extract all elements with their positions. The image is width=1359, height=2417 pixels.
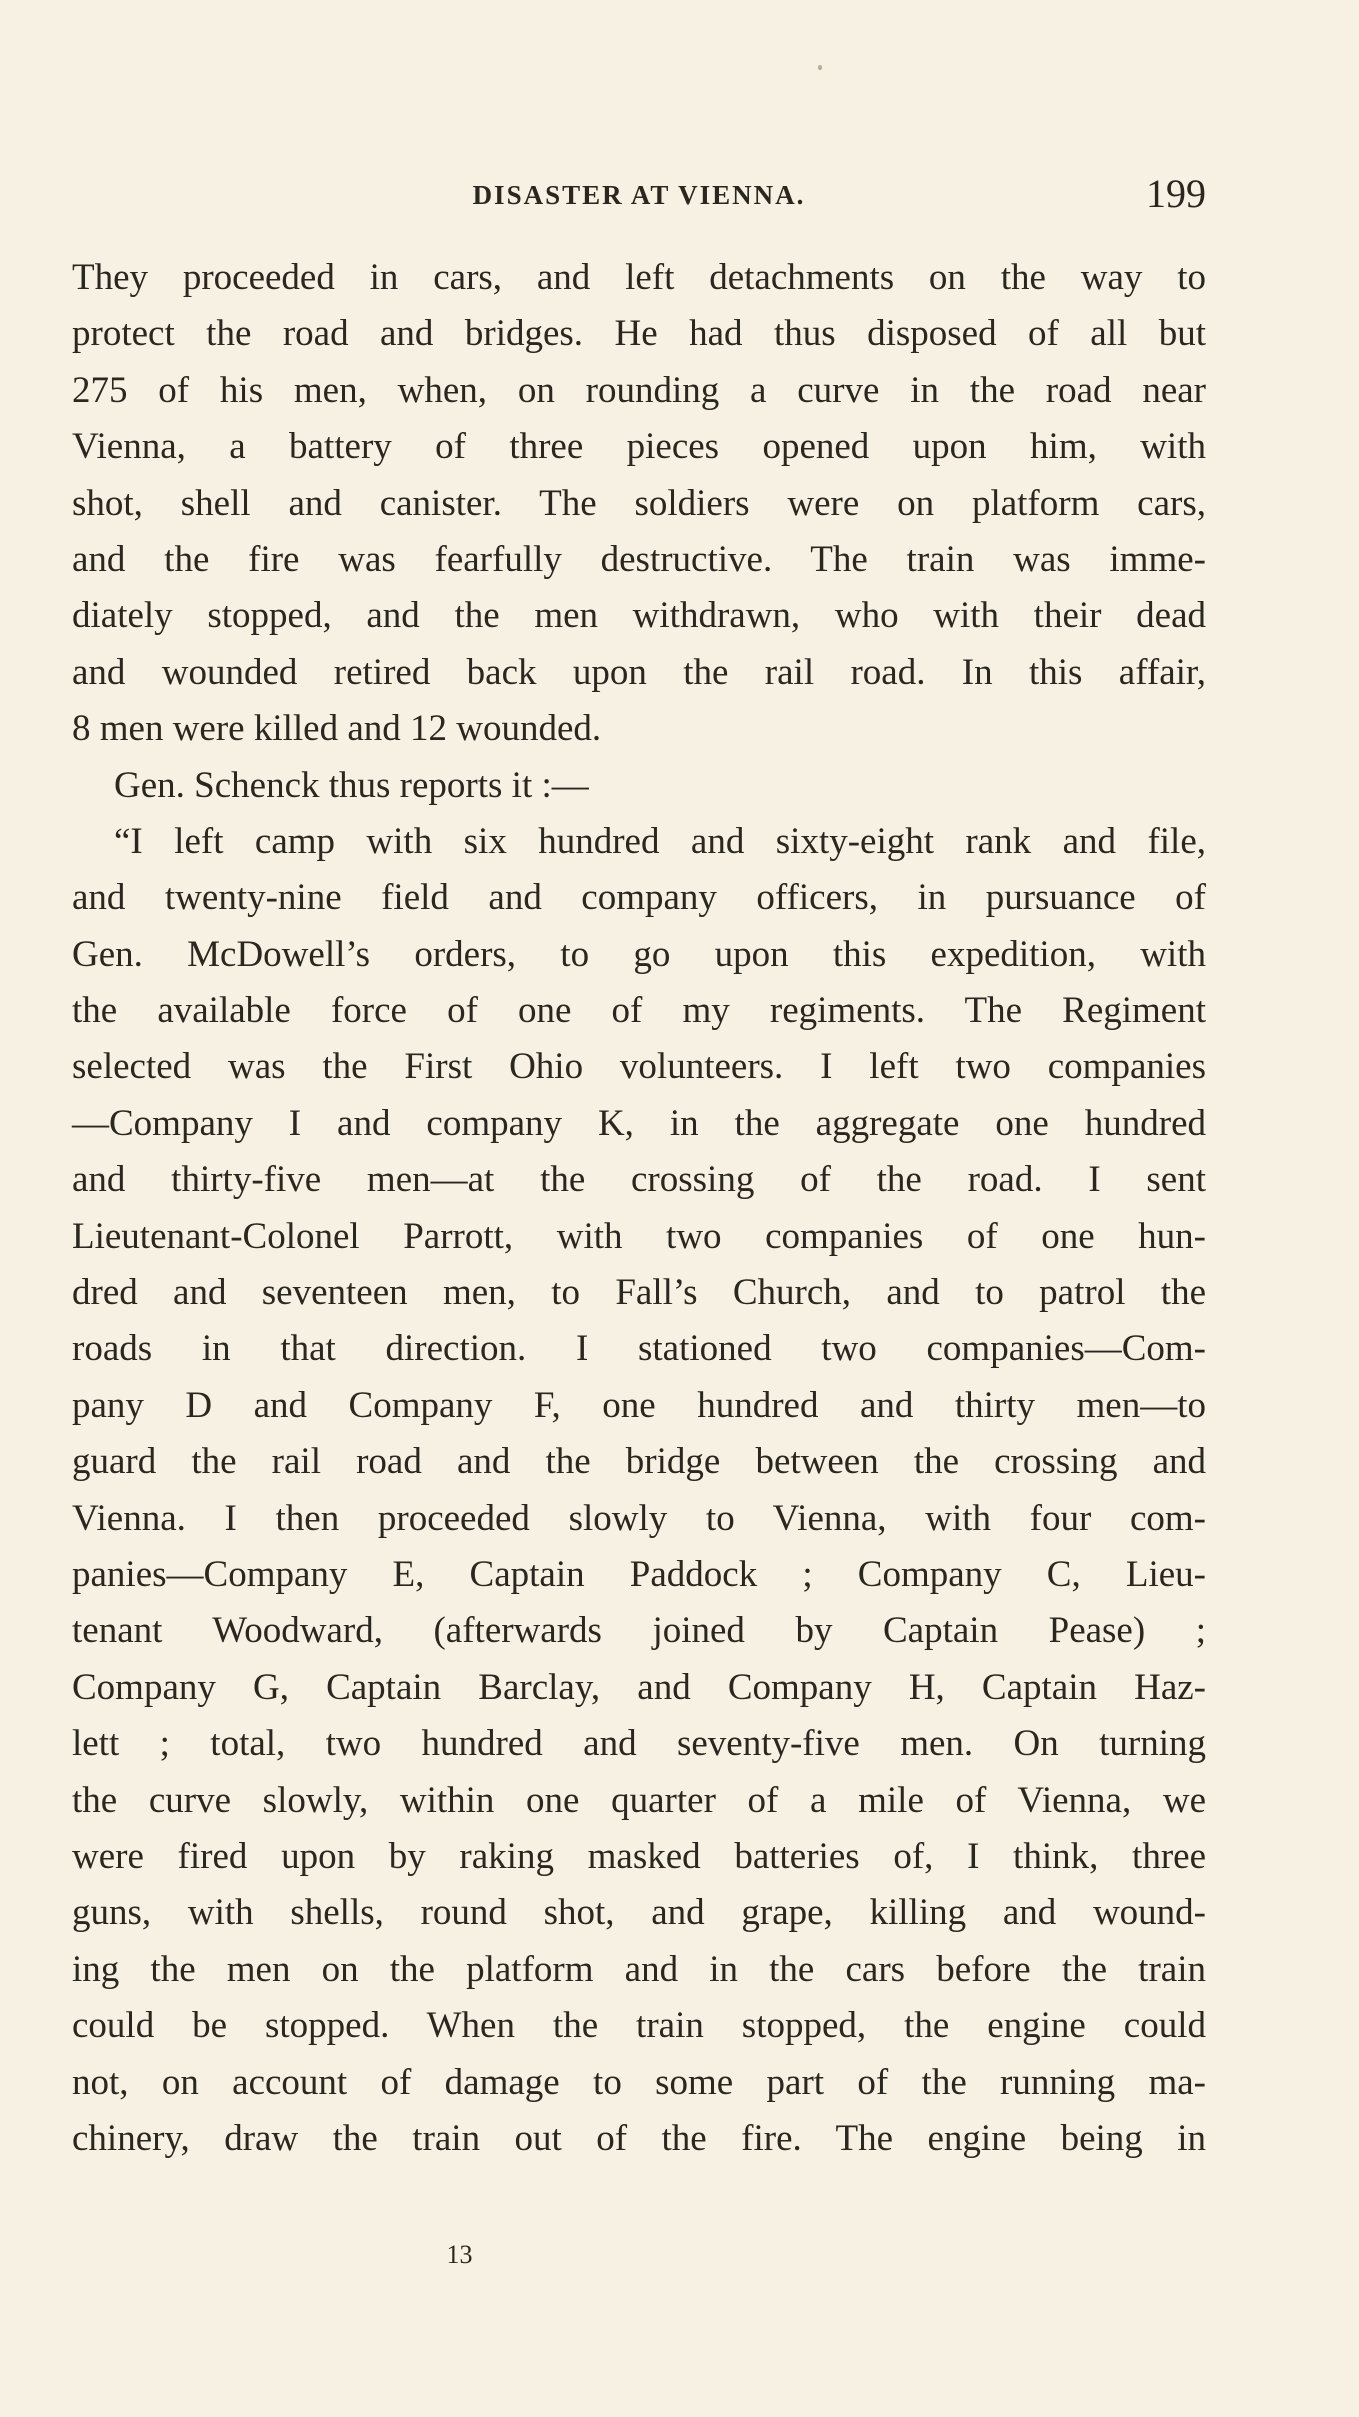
text-line: Gen. Schenck thus reports it :— — [114, 764, 589, 806]
text-line: guard the rail road and the bridge between the crossing and — [72, 1441, 1206, 1483]
signature-number: 13 — [446, 2240, 473, 2269]
text-line: diately stopped, and the men withdrawn, who with their dead — [72, 595, 1206, 637]
paper-speck — [818, 65, 822, 70]
text-line: 275 of his men, when, on rounding a curve in the road near — [72, 369, 1206, 411]
text-line: They proceeded in cars, and left detachments on the way to — [72, 257, 1206, 298]
signature-mark — [0, 2240, 1359, 2270]
text-line: were fired upon by raking masked batteries of, I think, three — [72, 1835, 1206, 1877]
text-line: —Company I and company K, in the aggregate one hundred — [72, 1102, 1206, 1144]
text-line: and the fire was fearfully destructive. The train was imme- — [72, 538, 1206, 580]
text-line: 8 men were killed and 12 wounded. — [72, 708, 602, 750]
text-line: panies—Company E, Captain Paddock ; Company C, Lieu- — [72, 1553, 1206, 1595]
text-line: could be stopped. When the train stopped, the engine could — [72, 2005, 1206, 2047]
text-line: tenant Woodward, (afterwards joined by Captain Pease) ; — [72, 1610, 1206, 1652]
running-head — [72, 170, 1206, 220]
page-number: 199 — [1146, 171, 1206, 216]
text-line: shot, shell and canister. The soldiers were on platform cars, — [72, 482, 1206, 524]
text-line: ing the men on the platform and in the cars before the train — [72, 1948, 1206, 1990]
text-line: chinery, draw the train out of the fire. The engine being in — [72, 2117, 1206, 2159]
text-line: lett ; total, two hundred and seventy-five men. On turning — [72, 1723, 1206, 1765]
text-line: Company G, Captain Barclay, and Company H, Captain Haz- — [72, 1666, 1206, 1708]
text-line: the available force of one of my regiments. The Regiment — [72, 990, 1206, 1032]
text-line: selected was the First Ohio volunteers. I left two companies — [72, 1046, 1206, 1088]
text-line: Vienna, a battery of three pieces opened upon him, with — [72, 426, 1206, 468]
text-line: roads in that direction. I stationed two companies—Com- — [72, 1328, 1206, 1370]
text-line: and wounded retired back upon the rail road. In this affair, — [72, 651, 1206, 693]
text-line: “I left camp with six hundred and sixty-eight rank and file, — [114, 820, 1206, 862]
text-line: protect the road and bridges. He had thus disposed of all but — [72, 313, 1206, 355]
text-line: Vienna. I then proceeded slowly to Vienna, with four com- — [72, 1497, 1206, 1539]
text-line: the curve slowly, within one quarter of a mile of Vienna, we — [72, 1779, 1206, 1821]
body-text — [72, 250, 1206, 2167]
text-line: dred and seventeen men, to Fall’s Church, and to patrol the — [72, 1272, 1206, 1314]
text-line: and thirty-five men—at the crossing of the road. I sent — [72, 1159, 1206, 1201]
text-line: Gen. McDowell’s orders, to go upon this expedition, with — [72, 933, 1206, 975]
text-line: guns, with shells, round shot, and grape, killing and wound- — [72, 1892, 1206, 1934]
text-line: Lieutenant-Colonel Parrott, with two companies of one hun- — [72, 1215, 1206, 1257]
text-line: not, on account of damage to some part of the running ma- — [72, 2061, 1206, 2103]
running-title: DISASTER AT VIENNA. — [472, 180, 806, 210]
text-line: and twenty-nine field and company officers, in pursuance of — [72, 877, 1206, 919]
text-line: pany D and Company F, one hundred and thirty men—to — [72, 1384, 1206, 1426]
